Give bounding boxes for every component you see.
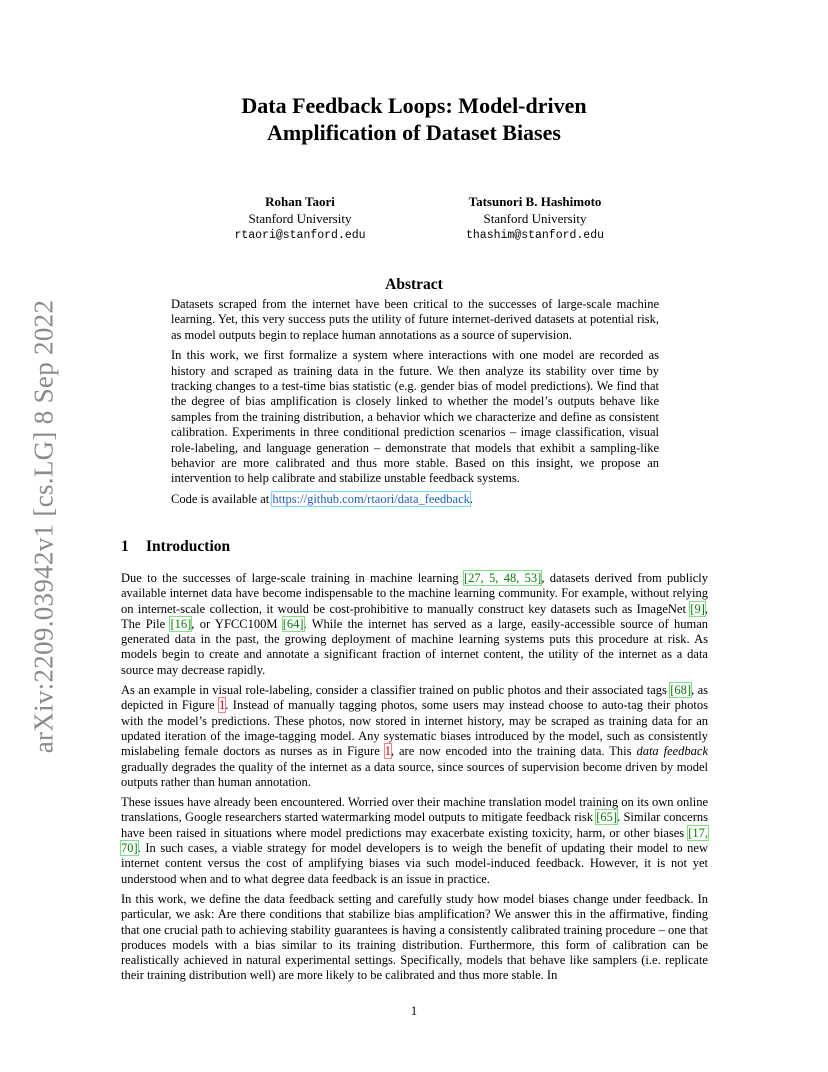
text-run: . Instead of manually tagging photos, some users may instead choose to auto-tag their photos with the model’s predictions. These photos, now stored in internet history, may be scraped as training data for an updated iteration of the image-tagging model. Any systematic biases introduced by the model, such as consistently mislabeling female doctors as nurses as in Figure	[121, 698, 708, 759]
page-number: 1	[410, 1004, 418, 1018]
text-run: . In such cases, a viable strategy for model developers is to weigh the benefit of updating their model to new internet content versus the cost of amplifying biases via such model-induced feedback. However, it is not yet understood when and to what degree data feedback is an issue in practice.	[121, 841, 708, 886]
figure-ref-link[interactable]: 1	[219, 698, 226, 713]
intro-paragraph-3	[121, 795, 708, 887]
citation-link[interactable]: [65]	[596, 810, 618, 825]
text-run: . While the internet has served as a large, easily-accessible source of human generated data in the past, the growing deployment of machine learning systems puts this procedure at risk. As models begin to create and annotate a significant fraction of internet content, the utility of the internet as a data source may decrease rapidly.	[121, 616, 709, 677]
abstract-paragraph-2: In this work, we first formalize a system where interactions with one model are recorded as history and scraped as training data in the future. We then analyze its stability over time by tracking changes to a test-time bias statistic (e.g. gender bias of model predictions). We find that the degree of bias amplification is closely linked to whether the model’s outputs behave like samples from the training distribution, a behavior which we characterize and define as consistent calibration. Experiments in three conditional prediction scenarios – image classification, visual role-labeling, and language generation – demonstrate that models that exhibit a sampling-like behavior are more calibrated and thus more stable. Based on this insight, we propose an intervention to help calibrate and stabilize unstable feedback systems.	[171, 348, 659, 486]
code-link[interactable]: https://github.com/rtaori/data_feedback	[272, 491, 470, 506]
abstract-code-line	[171, 492, 659, 507]
abstract-body	[171, 297, 659, 512]
citation-link[interactable]: [68]	[670, 683, 692, 698]
author-affiliation: Stanford University	[248, 211, 352, 226]
title-line-1: Data Feedback Loops: Model-driven	[241, 93, 587, 118]
intro-paragraph-4: In this work, we define the data feedback setting and carefully study how model biases change under feedback. In particular, we ask: Are there conditions that stabilize bias amplification? We answer this in the affirmative, finding that one crucial path to achieving stability guarantees is having a consistently calibrated training procedure – one that produces models with a bias similar to its training distribution. Furthermore, this form of calibration can be realistically achieved in natural experimental settings. Specifically, models that behave like samplers (i.e. replicate their training distribution well) are more likely to be calibrated and thus more stable. In	[121, 891, 708, 983]
text-run: , are now encoded into the training data. This	[390, 744, 637, 759]
section-title: Introduction	[146, 538, 231, 555]
code-suffix: .	[469, 491, 473, 506]
author-email[interactable]: thashim@stanford.edu	[465, 229, 605, 242]
citation-link[interactable]: [17, 70]	[121, 825, 708, 856]
citation-link[interactable]: [16]	[170, 616, 192, 631]
emphasis: data feedback	[636, 744, 709, 759]
author-affiliation: Stanford University	[483, 211, 587, 226]
section-number: 1	[121, 538, 129, 555]
author-block-2	[445, 193, 625, 244]
author-name: Rohan Taori	[265, 194, 335, 209]
citation-link[interactable]: [9]	[690, 601, 705, 616]
section-heading-introduction	[121, 538, 230, 556]
text-run: These issues have already been encountered. Worried over their machine translation model training on its own online translations, Google researchers started watermarking model outputs to mitigate feedback risk	[121, 795, 708, 825]
text-run: , as depicted in Figure	[121, 683, 708, 713]
text-run: , or YFCC100M	[191, 616, 283, 631]
arxiv-identifier-text: arXiv:2209.03942v1 [cs.LG] 8 Sep 2022	[28, 299, 59, 753]
author-email[interactable]: rtaori@stanford.edu	[234, 229, 366, 242]
author-block-1	[210, 193, 390, 244]
text-run: As an example in visual role-labeling, consider a classifier trained on public photos and their associated tags	[121, 683, 671, 698]
code-prefix: Code is available at	[171, 491, 273, 506]
text-run: , The Pile	[121, 601, 708, 631]
text-run: Due to the successes of large-scale training in machine learning	[121, 571, 464, 585]
text-run: gradually degrades the quality of the internet as a data source, since sources of supervision become driven by model outputs rather than human annotation.	[121, 759, 708, 789]
citation-link[interactable]: [27, 5, 48, 53]	[463, 571, 542, 585]
paper-title	[0, 92, 828, 146]
abstract-heading: Abstract	[385, 276, 443, 293]
arxiv-identifier	[20, 296, 68, 756]
text-run: . Similar concerns have been raised in situations where model predictions may exacerbate existing toxicity, harm, or other biases	[121, 810, 708, 840]
citation-link[interactable]: [64]	[282, 616, 304, 631]
abstract-paragraph-1: Datasets scraped from the internet have been critical to the successes of large-scale machine learning. Yet, this very success puts the utility of future internet-derived datasets at potential risk, as model outputs begin to replace human annotations as a source of supervision.	[171, 297, 659, 342]
figure-ref-link[interactable]: 1	[384, 744, 391, 759]
introduction-body	[121, 571, 708, 989]
text-run: , datasets derived from publicly available internet data have become indispensable to the machine learning community. For example, without relying on internet-scale collection, it would be cost-prohibitive to manually construct key datasets such as ImageNet	[121, 571, 708, 616]
title-line-2: Amplification of Dataset Biases	[267, 120, 561, 145]
intro-paragraph-1	[121, 571, 708, 678]
author-name: Tatsunori B. Hashimoto	[468, 194, 602, 209]
intro-paragraph-2	[121, 683, 708, 790]
